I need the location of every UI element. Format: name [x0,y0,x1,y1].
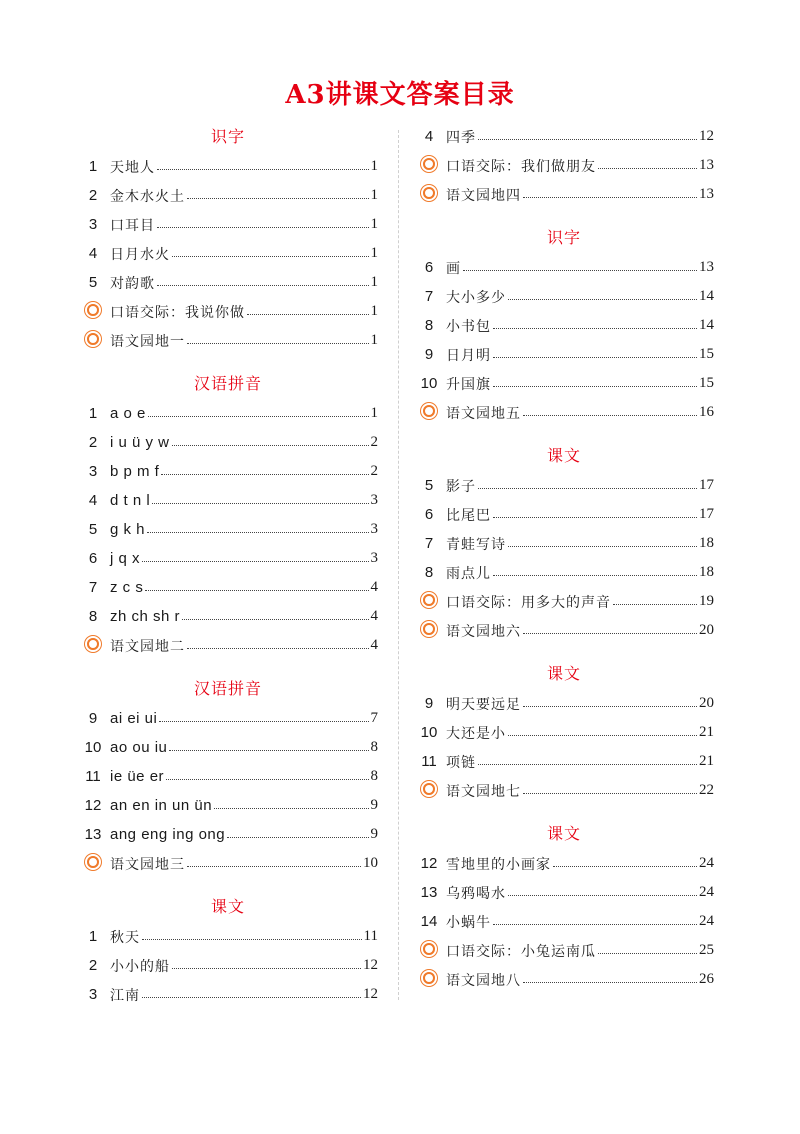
page-number: 16 [699,404,714,420]
entry-title: 金木水火土 [110,188,185,205]
dot-leader [142,997,361,998]
entry-title: 雨点儿 [446,565,491,582]
bullet-circle-icon [78,637,108,654]
entry-number: 6 [88,550,98,567]
dot-leader [508,735,697,736]
entry-number: 13 [420,884,438,901]
section-title: 汉语拼音 [193,374,262,393]
toc-entry[interactable] [78,515,378,544]
entry-title: 升国旗 [446,376,491,393]
entry-number: 4 [88,492,98,509]
entry-number: 1 [88,405,98,422]
entry-title: 大还是小 [446,725,506,742]
entry-number: 12 [420,855,438,872]
toc-entry[interactable] [78,762,378,791]
entry-number: 5 [88,274,98,291]
dot-leader [478,139,697,140]
circle-marker-icon [423,405,435,417]
page-number: 11 [363,928,378,944]
dot-leader [598,953,697,954]
section-gap [414,427,714,441]
section-title: 识字 [210,127,245,146]
entry-title: 语文园地一 [110,333,185,350]
entry-title: 小书包 [446,318,491,335]
entry-title: 影子 [446,478,476,495]
entry-number: 11 [421,753,437,770]
entry-title: 对韵歌 [110,275,155,292]
entry-number: 7 [424,288,434,305]
page-number: 7 [370,710,378,726]
toc-entry[interactable] [414,587,714,616]
bullet-circle-icon [414,157,444,174]
dot-leader [463,270,697,271]
toc-entry[interactable] [414,282,714,311]
bullet-circle-icon [78,303,108,320]
dot-leader [157,227,369,228]
toc-entry[interactable] [414,122,714,151]
toc-entry[interactable] [414,180,714,209]
entry-title: 秋天 [110,929,140,946]
page-number: 1 [370,405,378,421]
toc-entry[interactable] [78,428,378,457]
toc-entry[interactable] [414,253,714,282]
entry-title: 雪地里的小画家 [446,856,551,873]
dot-leader [508,895,697,896]
entry-title: 日月明 [446,347,491,364]
page-number: 10 [363,855,378,871]
toc-entry[interactable] [78,181,378,210]
page-number: 3 [370,521,378,537]
dot-leader [148,416,369,417]
toc-entry[interactable] [78,573,378,602]
entry-title: 语文园地四 [446,187,521,204]
entry-title: ao ou iu [110,739,168,756]
dot-leader [613,604,697,605]
bullet-circle-icon [414,404,444,421]
entry-number: 6 [424,259,434,276]
page-number: 4 [370,608,378,624]
section-title: 汉语拼音 [193,679,262,698]
toc-left-column [78,122,378,1009]
page-number: 12 [363,986,378,1002]
dot-leader [166,779,368,780]
toc-entry[interactable] [414,907,714,936]
entry-title: z c s [110,579,144,596]
bullet-circle-icon [414,971,444,988]
toc-entry[interactable] [78,733,378,762]
entry-number: 13 [84,826,102,843]
dot-leader [523,633,697,634]
dot-leader [214,808,368,809]
circle-marker-icon [87,856,99,868]
page-number: 25 [699,942,714,958]
page-number: 13 [699,259,714,275]
dot-leader [508,299,697,300]
dot-leader [142,561,368,562]
entry-title: 口语交际：小兔运南瓜 [446,943,596,960]
entry-number: 8 [88,608,98,625]
entry-title: 语文园地七 [446,783,521,800]
column-divider [398,130,399,1000]
bullet-circle-icon [414,186,444,203]
entry-number: 10 [84,739,102,756]
entry-number: 9 [88,710,98,727]
circle-marker-icon [87,333,99,345]
section-title: 课文 [210,897,245,916]
entry-number: 2 [88,187,98,204]
entry-title: 项链 [446,754,476,771]
page-number: 15 [699,375,714,391]
page-number: 1 [370,332,378,348]
entry-title: 语文园地五 [446,405,521,422]
toc-entry[interactable] [414,776,714,805]
entry-title: 天地人 [110,159,155,176]
toc-entry[interactable] [414,878,714,907]
entry-number: 1 [88,158,98,175]
circle-marker-icon [87,304,99,316]
entry-title: 口语交际：我说你做 [110,304,245,321]
entry-number: 8 [424,317,434,334]
bullet-circle-icon [78,332,108,349]
toc-entry[interactable] [78,980,378,1009]
toc-entry[interactable] [414,718,714,747]
page-number: 17 [699,477,714,493]
toc-entry[interactable] [78,152,378,181]
entry-title: ai ei ui [110,710,158,727]
entry-number: 12 [84,797,102,814]
toc-entry[interactable] [78,326,378,355]
toc-entry[interactable] [414,936,714,965]
toc-entry[interactable] [414,558,714,587]
dot-leader [157,169,369,170]
page-number: 24 [699,855,714,871]
dot-leader [172,445,369,446]
page-number: 18 [699,564,714,580]
entry-number: 14 [420,913,438,930]
page-number: 4 [370,579,378,595]
toc-entry[interactable] [78,704,378,733]
entry-title: 乌鸦喝水 [446,885,506,902]
toc-entry[interactable] [414,471,714,500]
dot-leader [493,386,697,387]
page-number: 3 [370,492,378,508]
dot-leader [553,866,697,867]
page-number: 4 [370,637,378,653]
entry-number: 5 [424,477,434,494]
dot-leader [157,285,369,286]
circle-marker-icon [423,158,435,170]
page-number: 21 [699,753,714,769]
entry-number: 5 [88,521,98,538]
entry-title: 语文园地三 [110,856,185,873]
toc-entry[interactable] [78,631,378,660]
entry-title: 青蛙写诗 [446,536,506,553]
page-number: 8 [370,739,378,755]
entry-title: j q x [110,550,141,567]
bullet-circle-icon [78,855,108,872]
entry-title: 大小多少 [446,289,506,306]
entry-title: 江南 [110,987,140,1004]
entry-title: 口语交际：我们做朋友 [446,158,596,175]
entry-title: i u ü y w [110,434,170,451]
dot-leader [172,256,369,257]
entry-title: 口耳目 [110,217,155,234]
entry-number: 3 [88,463,98,480]
page-number: 12 [699,128,714,144]
entry-number: 11 [85,768,101,785]
page-number: 15 [699,346,714,362]
circle-marker-icon [423,972,435,984]
section-gap [414,805,714,819]
entry-title: 明天要远足 [446,696,521,713]
entry-title: d t n l [110,492,151,509]
toc-entry[interactable] [78,951,378,980]
dot-leader [478,488,697,489]
dot-leader [493,328,697,329]
page-number: 20 [699,695,714,711]
entry-title: 四季 [446,129,476,146]
page-number: 1 [370,187,378,203]
entry-title: 语文园地六 [446,623,521,640]
page-number: 22 [699,782,714,798]
circle-marker-icon [423,783,435,795]
toc-entry[interactable] [414,369,714,398]
toc-entry[interactable] [414,311,714,340]
entry-number: 10 [420,724,438,741]
entry-number: 4 [88,245,98,262]
section-title: 课文 [546,664,581,683]
bullet-circle-icon [414,622,444,639]
dot-leader [182,619,368,620]
page-number: 24 [699,884,714,900]
section-title: 课文 [546,824,581,843]
entry-number: 7 [424,535,434,552]
toc-entry[interactable] [414,689,714,718]
toc-entry[interactable] [414,500,714,529]
dot-leader [523,197,697,198]
page-number: 18 [699,535,714,551]
page-number: 24 [699,913,714,929]
toc-entry[interactable] [78,457,378,486]
dot-leader [187,866,361,867]
dot-leader [147,532,368,533]
entry-number: 2 [88,434,98,451]
dot-leader [523,982,697,983]
entry-title: ang eng ing ong [110,826,226,843]
toc-entry[interactable] [414,151,714,180]
entry-title: 语文园地八 [446,972,521,989]
circle-marker-icon [423,623,435,635]
dot-leader [508,546,697,547]
toc-entry[interactable] [414,529,714,558]
toc-entry[interactable] [78,210,378,239]
dot-leader [523,415,697,416]
dot-leader [598,168,697,169]
section-title: 识字 [546,228,581,247]
toc-entry[interactable] [78,820,378,849]
toc-entry[interactable] [78,399,378,428]
page-number: 8 [370,768,378,784]
toc-entry[interactable] [78,922,378,951]
dot-leader [493,924,697,925]
entry-title: 语文园地二 [110,638,185,655]
entry-number: 7 [88,579,98,596]
dot-leader [523,706,697,707]
bullet-circle-icon [414,782,444,799]
page-number: 12 [363,957,378,973]
entry-title: 比尾巴 [446,507,491,524]
toc-right-column [414,122,714,994]
toc-entry[interactable] [78,297,378,326]
section-title: 课文 [546,446,581,465]
toc-entry[interactable] [414,398,714,427]
circle-marker-icon [423,594,435,606]
toc-entry[interactable] [78,239,378,268]
toc-entry[interactable] [414,340,714,369]
entry-title: b p m f [110,463,160,480]
page-number: 9 [370,826,378,842]
dot-leader [142,939,362,940]
page-number: 20 [699,622,714,638]
toc-entry[interactable] [414,965,714,994]
circle-marker-icon [423,187,435,199]
circle-marker-icon [423,943,435,955]
toc-entry[interactable] [78,602,378,631]
dot-leader [247,314,369,315]
circle-marker-icon [87,638,99,650]
page-number: 3 [370,550,378,566]
section-gap [78,660,378,674]
toc-entry[interactable] [414,616,714,645]
page-number: 2 [370,434,378,450]
entry-number: 1 [88,928,98,945]
toc-entry[interactable] [78,849,378,878]
entry-number: 10 [420,375,438,392]
section-gap [414,645,714,659]
page-number: 13 [699,186,714,202]
entry-number: 9 [424,695,434,712]
toc-entry[interactable] [78,791,378,820]
entry-number: 3 [88,216,98,233]
entry-number: 2 [88,957,98,974]
entry-title: ie üe er [110,768,165,785]
section-gap [78,355,378,369]
dot-leader [187,648,369,649]
dot-leader [478,764,697,765]
entry-title: zh ch sh r [110,608,181,625]
page-number: 1 [370,303,378,319]
dot-leader [161,474,368,475]
dot-leader [187,198,369,199]
page-number: 1 [370,216,378,232]
entry-title: a o e [110,405,146,422]
entry-number: 9 [424,346,434,363]
dot-leader [493,517,697,518]
entry-title: 小蜗牛 [446,914,491,931]
dot-leader [172,968,361,969]
page-number: 14 [699,317,714,333]
page-number: 1 [370,158,378,174]
section-gap [414,209,714,223]
dot-leader [145,590,368,591]
page-number: 9 [370,797,378,813]
page-title: A3讲课文答案目录 [285,80,515,110]
dot-leader [493,357,697,358]
entry-title: 小小的船 [110,958,170,975]
bullet-circle-icon [414,593,444,610]
page-number: 17 [699,506,714,522]
entry-title: g k h [110,521,146,538]
dot-leader [227,837,368,838]
section-gap [78,878,378,892]
entry-number: 4 [424,128,434,145]
page-number: 26 [699,971,714,987]
toc-entry[interactable] [78,268,378,297]
page-number: 14 [699,288,714,304]
page-number: 21 [699,724,714,740]
dot-leader [159,721,368,722]
dot-leader [523,793,697,794]
entry-title: 画 [446,260,461,277]
entry-number: 6 [424,506,434,523]
toc-entry[interactable] [414,849,714,878]
entry-title: an en in un ün [110,797,213,814]
page-number: 1 [370,274,378,290]
page-number: 1 [370,245,378,261]
entry-number: 3 [88,986,98,1003]
entry-title: 口语交际：用多大的声音 [446,594,611,611]
toc-entry[interactable] [78,544,378,573]
page-number: 13 [699,157,714,173]
entry-title: 日月水火 [110,246,170,263]
toc-entry[interactable] [78,486,378,515]
toc-entry[interactable] [414,747,714,776]
dot-leader [187,343,369,344]
bullet-circle-icon [414,942,444,959]
dot-leader [493,575,697,576]
page-number: 2 [370,463,378,479]
dot-leader [152,503,368,504]
entry-number: 8 [424,564,434,581]
dot-leader [169,750,368,751]
page-number: 19 [699,593,714,609]
